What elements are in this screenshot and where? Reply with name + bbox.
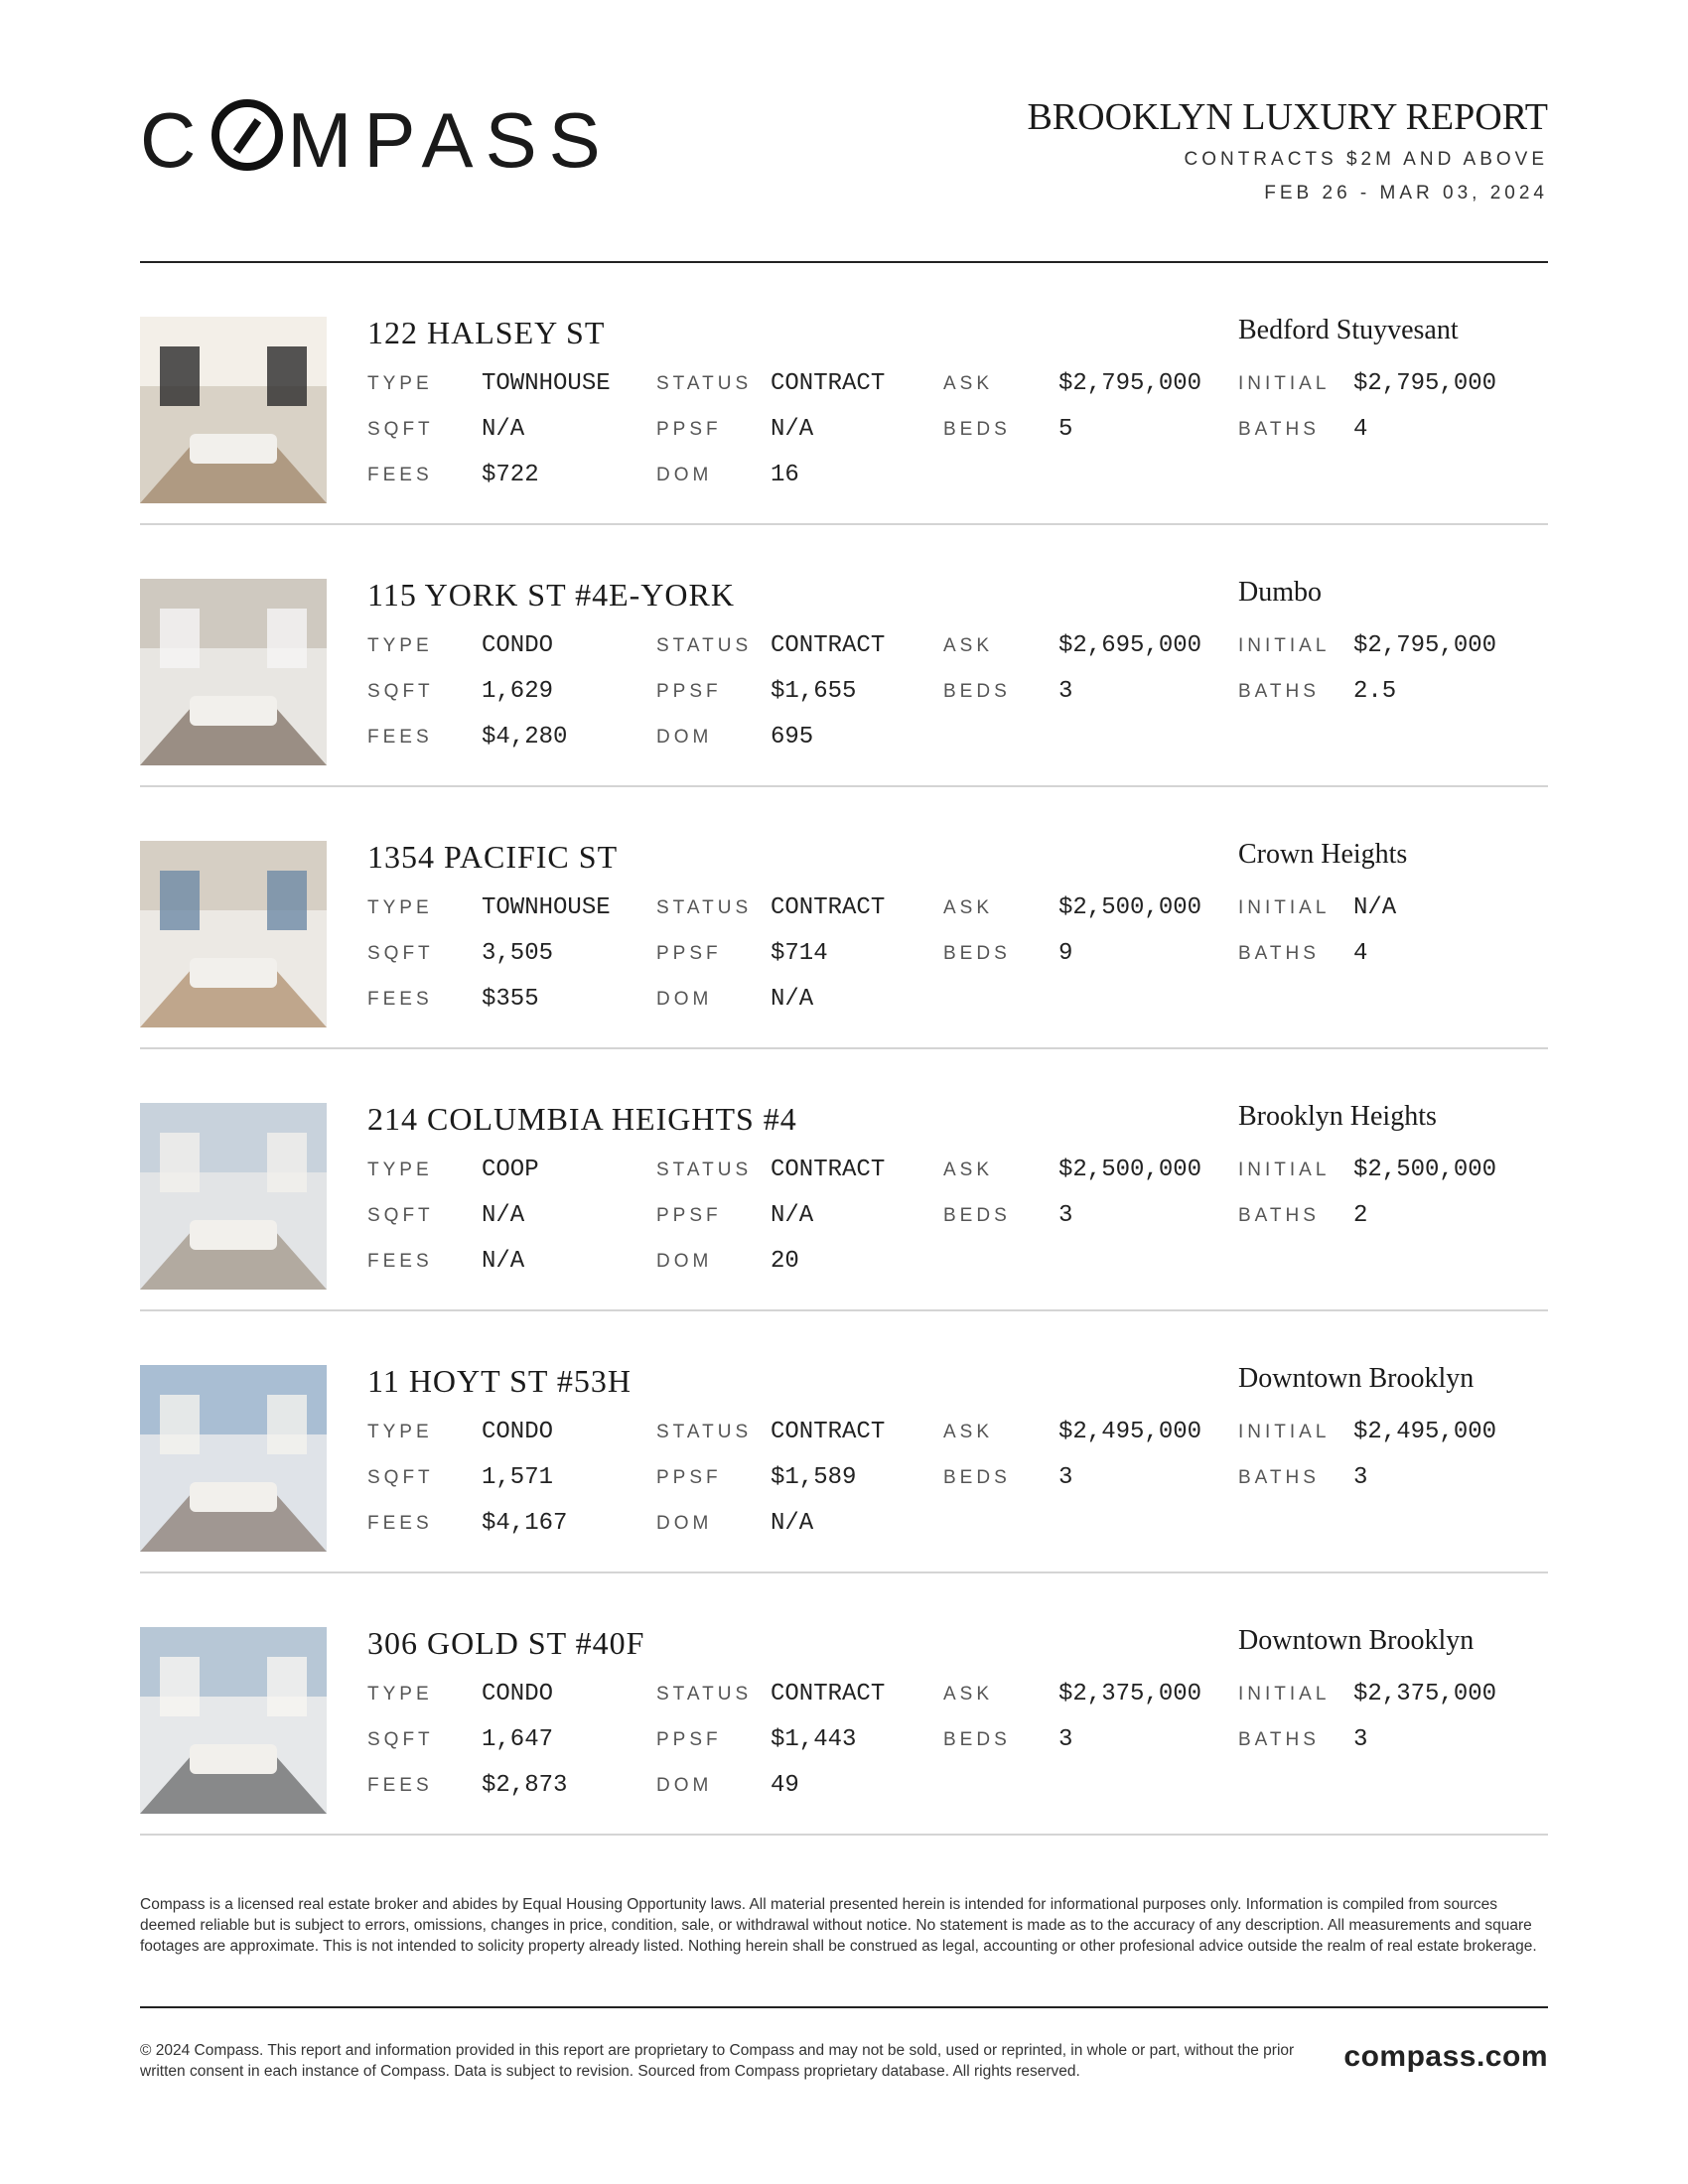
copyright-text: © 2024 Compass. This report and information provided in this report are proprietary to Compass and may not be sold, used or reprinted, in whole or part, without the prior written consent in each instance of Compass. Data is subject to revision. Sourced from Compass proprietary database. All rights reserved. — [140, 2042, 1295, 2080]
label-dom: DOM — [656, 989, 713, 1010]
label-baths: BATHS — [1238, 1467, 1320, 1488]
label-type: TYPE — [367, 897, 433, 918]
value-beds: 9 — [1058, 940, 1073, 967]
value-status: CONTRACT — [771, 1681, 886, 1707]
value-initial: $2,795,000 — [1353, 632, 1497, 659]
value-fees: $355 — [482, 986, 539, 1013]
label-type: TYPE — [367, 635, 433, 656]
label-fees: FEES — [367, 1513, 433, 1534]
label-ppsf: PPSF — [656, 419, 722, 440]
value-fees: $4,280 — [482, 724, 568, 751]
value-initial: N/A — [1353, 894, 1397, 921]
label-dom: DOM — [656, 1251, 713, 1272]
listing-neighborhood: Brooklyn Heights — [1238, 1101, 1437, 1132]
value-baths: 4 — [1353, 416, 1368, 443]
value-ask: $2,495,000 — [1058, 1419, 1202, 1445]
listing-address[interactable]: 306 GOLD ST #40F — [367, 1625, 645, 1661]
listing-neighborhood: Bedford Stuyvesant — [1238, 315, 1459, 345]
value-sqft: 1,629 — [482, 678, 554, 705]
listing-photo[interactable] — [140, 1627, 327, 1814]
value-status: CONTRACT — [771, 894, 886, 921]
value-ask: $2,500,000 — [1058, 894, 1202, 921]
label-type: TYPE — [367, 373, 433, 394]
value-fees: $722 — [482, 462, 539, 488]
value-dom: 695 — [771, 724, 814, 751]
value-ppsf: N/A — [771, 1202, 814, 1229]
value-sqft: 1,571 — [482, 1464, 554, 1491]
label-type: TYPE — [367, 1684, 433, 1705]
value-baths: 3 — [1353, 1726, 1368, 1753]
label-baths: BATHS — [1238, 943, 1320, 964]
value-beds: 3 — [1058, 678, 1073, 705]
label-ask: ASK — [943, 897, 994, 918]
label-sqft: SQFT — [367, 419, 434, 440]
value-type: TOWNHOUSE — [482, 370, 611, 397]
label-dom: DOM — [656, 727, 713, 748]
value-ppsf: $1,589 — [771, 1464, 857, 1491]
report-dates: FEB 26 - MAR 03, 2024 — [1264, 183, 1548, 204]
label-ask: ASK — [943, 635, 994, 656]
label-fees: FEES — [367, 727, 433, 748]
value-dom: 16 — [771, 462, 799, 488]
label-fees: FEES — [367, 1775, 433, 1796]
listing-photo[interactable] — [140, 1365, 327, 1552]
label-beds: BEDS — [943, 1729, 1011, 1750]
label-fees: FEES — [367, 1251, 433, 1272]
value-sqft: 3,505 — [482, 940, 554, 967]
value-fees: $4,167 — [482, 1510, 568, 1537]
listing-address[interactable]: 214 COLUMBIA HEIGHTS #4 — [367, 1101, 797, 1137]
value-dom: 49 — [771, 1772, 799, 1799]
listing-divider — [140, 1834, 1548, 1836]
label-initial: INITIAL — [1238, 635, 1331, 656]
value-ppsf: $1,443 — [771, 1726, 857, 1753]
value-baths: 2 — [1353, 1202, 1368, 1229]
label-initial: INITIAL — [1238, 1684, 1331, 1705]
value-fees: $2,873 — [482, 1772, 568, 1799]
listing-neighborhood: Crown Heights — [1238, 839, 1408, 870]
listing-address[interactable]: 11 HOYT ST #53H — [367, 1363, 632, 1399]
listing-card[interactable] — [140, 1573, 1548, 1836]
label-ppsf: PPSF — [656, 943, 722, 964]
value-beds: 3 — [1058, 1726, 1073, 1753]
value-type: CONDO — [482, 632, 554, 659]
report-subtitle: CONTRACTS $2M AND ABOVE — [1184, 149, 1548, 170]
value-ppsf: $1,655 — [771, 678, 857, 705]
value-beds: 3 — [1058, 1202, 1073, 1229]
value-status: CONTRACT — [771, 1157, 886, 1183]
value-status: CONTRACT — [771, 1419, 886, 1445]
value-ask: $2,795,000 — [1058, 370, 1202, 397]
label-status: STATUS — [656, 897, 753, 918]
value-initial: $2,375,000 — [1353, 1681, 1497, 1707]
label-initial: INITIAL — [1238, 373, 1331, 394]
value-baths: 4 — [1353, 940, 1368, 967]
value-ppsf: N/A — [771, 416, 814, 443]
value-dom: 20 — [771, 1248, 799, 1275]
listing-neighborhood: Dumbo — [1238, 577, 1322, 608]
label-status: STATUS — [656, 1160, 753, 1180]
listing-photo[interactable] — [140, 317, 327, 503]
label-beds: BEDS — [943, 1205, 1011, 1226]
label-status: STATUS — [656, 1422, 753, 1442]
label-baths: BATHS — [1238, 1205, 1320, 1226]
value-beds: 3 — [1058, 1464, 1073, 1491]
value-initial: $2,500,000 — [1353, 1157, 1497, 1183]
value-type: CONDO — [482, 1681, 554, 1707]
website-link[interactable]: compass.com — [1343, 2040, 1548, 2073]
label-ppsf: PPSF — [656, 681, 722, 702]
listing-address[interactable]: 115 YORK ST #4E-YORK — [367, 577, 735, 613]
value-initial: $2,495,000 — [1353, 1419, 1497, 1445]
listing-card[interactable] — [140, 1311, 1548, 1573]
value-initial: $2,795,000 — [1353, 370, 1497, 397]
label-fees: FEES — [367, 989, 433, 1010]
listing-card[interactable] — [140, 1049, 1548, 1311]
value-sqft: N/A — [482, 416, 525, 443]
compass-logo: C MPASS — [140, 96, 613, 184]
value-sqft: N/A — [482, 1202, 525, 1229]
listing-photo[interactable] — [140, 1103, 327, 1290]
label-sqft: SQFT — [367, 681, 434, 702]
value-type: TOWNHOUSE — [482, 894, 611, 921]
label-initial: INITIAL — [1238, 1160, 1331, 1180]
label-status: STATUS — [656, 1684, 753, 1705]
listing-card[interactable] — [140, 787, 1548, 1049]
listing-card[interactable] — [140, 525, 1548, 787]
value-beds: 5 — [1058, 416, 1073, 443]
listing-address[interactable]: 122 HALSEY ST — [367, 315, 606, 350]
label-beds: BEDS — [943, 1467, 1011, 1488]
label-ppsf: PPSF — [656, 1205, 722, 1226]
label-baths: BATHS — [1238, 1729, 1320, 1750]
listing-neighborhood: Downtown Brooklyn — [1238, 1625, 1475, 1656]
label-sqft: SQFT — [367, 943, 434, 964]
label-beds: BEDS — [943, 419, 1011, 440]
value-fees: N/A — [482, 1248, 525, 1275]
value-status: CONTRACT — [771, 370, 886, 397]
label-sqft: SQFT — [367, 1467, 434, 1488]
value-ask: $2,375,000 — [1058, 1681, 1202, 1707]
disclaimer-text: Compass is a licensed real estate broker and abides by Equal Housing Opportunity laws. All material presented herein is intended for informational purposes only. Information is compiled from sources deemed reliable but is subject to errors, omissions, changes in price, condition, sale, or withdrawal without notice. No statement is made as to the accuracy of any description. All measurements and square footages are approximate. This is not intended to solicity property already listed. Nothing herein shall be construed as legal, accounting or other profesional advice outside the realm of real estate brokerage. — [140, 1896, 1537, 1955]
label-sqft: SQFT — [367, 1729, 434, 1750]
label-baths: BATHS — [1238, 681, 1320, 702]
value-baths: 2.5 — [1353, 678, 1397, 705]
listing-neighborhood: Downtown Brooklyn — [1238, 1363, 1475, 1394]
label-sqft: SQFT — [367, 1205, 434, 1226]
value-ask: $2,695,000 — [1058, 632, 1202, 659]
label-initial: INITIAL — [1238, 1422, 1331, 1442]
label-baths: BATHS — [1238, 419, 1320, 440]
label-ask: ASK — [943, 1422, 994, 1442]
listing-address[interactable]: 1354 PACIFIC ST — [367, 839, 619, 875]
label-beds: BEDS — [943, 943, 1011, 964]
value-dom: N/A — [771, 1510, 814, 1537]
label-ppsf: PPSF — [656, 1467, 722, 1488]
value-type: COOP — [482, 1157, 539, 1183]
label-initial: INITIAL — [1238, 897, 1331, 918]
label-ask: ASK — [943, 1684, 994, 1705]
value-baths: 3 — [1353, 1464, 1368, 1491]
label-ask: ASK — [943, 1160, 994, 1180]
label-type: TYPE — [367, 1160, 433, 1180]
label-beds: BEDS — [943, 681, 1011, 702]
label-type: TYPE — [367, 1422, 433, 1442]
value-ask: $2,500,000 — [1058, 1157, 1202, 1183]
value-ppsf: $714 — [771, 940, 828, 967]
label-status: STATUS — [656, 373, 753, 394]
label-dom: DOM — [656, 465, 713, 485]
footer-divider — [140, 2006, 1548, 2008]
listing-photo[interactable] — [140, 841, 327, 1027]
label-dom: DOM — [656, 1775, 713, 1796]
report-header — [140, 89, 1548, 238]
value-status: CONTRACT — [771, 632, 886, 659]
value-dom: N/A — [771, 986, 814, 1013]
label-ppsf: PPSF — [656, 1729, 722, 1750]
value-type: CONDO — [482, 1419, 554, 1445]
label-status: STATUS — [656, 635, 753, 656]
label-ask: ASK — [943, 373, 994, 394]
report-info — [1027, 95, 1548, 205]
report-title: BROOKLYN LUXURY REPORT — [1027, 96, 1548, 138]
label-fees: FEES — [367, 465, 433, 485]
listing-photo[interactable] — [140, 579, 327, 765]
compass-logo-o-icon — [211, 99, 283, 171]
label-dom: DOM — [656, 1513, 713, 1534]
value-sqft: 1,647 — [482, 1726, 554, 1753]
listing-card[interactable] — [140, 263, 1548, 525]
